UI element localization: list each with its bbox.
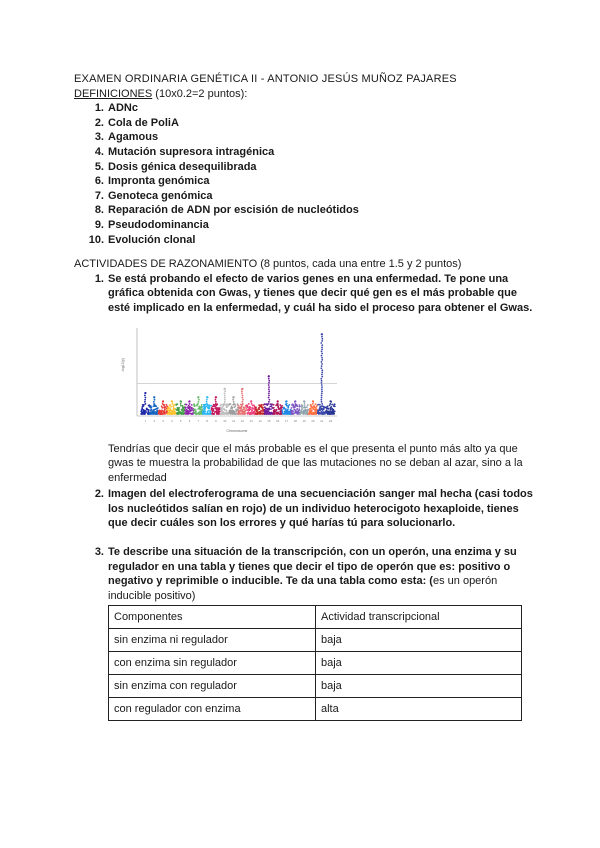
- peak-point: [162, 400, 164, 402]
- question-1-text: Se está probando el efecto de varios genes en una enfermedad. Te pone una gráfica obtenida con Gwas, y tienes que decir qué gen es el más probable que esté implicado en la enfermedad, y cuál ha sido el proceso para obtener el Gwas.: [108, 272, 533, 314]
- definitions-list: [74, 101, 534, 247]
- definition-item: 3. Agamous: [94, 131, 159, 144]
- x-tick-label: 5: [179, 418, 182, 423]
- x-tick-label: 17: [284, 418, 289, 423]
- peak-point: [259, 404, 261, 406]
- peak-point: [303, 400, 305, 402]
- question-1: 1. Se está probando el efecto de varios genes en una enfermedad. Te pone una gráfica obtenida con Gwas, y tienes que decir qué gen es el más probable que esté implicado en la enfermedad, y cuál ha sido el proceso para obtener el Gwas.: [94, 272, 533, 314]
- peak-point: [180, 400, 182, 402]
- table-cell: con regulador con enzima: [109, 698, 316, 721]
- table-cell: baja: [316, 652, 522, 675]
- question-3-note: es un operón inducible positivo): [108, 575, 498, 602]
- x-tick-label: 10: [223, 418, 227, 423]
- x-tick-label: 3: [162, 418, 164, 423]
- peak-point: [329, 400, 331, 402]
- table-row: [109, 629, 522, 652]
- exam-title: EXAMEN ORDINARIA GENÉTICA II - ANTONIO JESÚS MUÑOZ PAJARES: [74, 73, 457, 85]
- x-tick-label: 21: [320, 418, 324, 423]
- document-page: [74, 72, 534, 721]
- x-tick-label: 6: [188, 418, 191, 423]
- definition-item: 10. Evolución clonal: [88, 233, 196, 246]
- x-tick-label: 19: [302, 418, 306, 423]
- peak-point: [277, 400, 279, 402]
- peak-point: [268, 375, 270, 377]
- table-header-row: [109, 606, 522, 629]
- peak-point: [215, 396, 217, 398]
- table-header-cell: Actividad transcripcional: [316, 606, 522, 629]
- peak-point: [171, 400, 173, 402]
- x-tick-label: 15: [267, 418, 271, 423]
- peak-point: [312, 400, 314, 402]
- definitions-heading: [74, 87, 534, 102]
- table-row: [109, 675, 522, 698]
- peak-point: [206, 396, 208, 398]
- peak-point: [285, 400, 287, 402]
- operon-table: [108, 605, 522, 721]
- x-tick-label: 1: [144, 418, 147, 423]
- x-tick-label: 7: [197, 418, 200, 423]
- definitions-points: (10x0.2=2 puntos):: [155, 87, 248, 100]
- table-cell: alta: [316, 698, 522, 721]
- question-2: 2. Imagen del electroferograma de una secuenciación sanger mal hecha (casi todos los nucleótidos salían en rojo) de un individuo heterocigoto hexaploide, tienes que decir cuáles son los errores y qué harías tú para solucionarlo.: [94, 488, 533, 530]
- x-tick-label: 4: [171, 418, 173, 423]
- table-cell: baja: [316, 675, 522, 698]
- x-tick-label: 8: [206, 418, 208, 423]
- x-tick-label: 9: [215, 418, 217, 423]
- peak-point: [224, 387, 226, 389]
- x-tick-label: 11: [232, 418, 236, 423]
- question-3: 3. Te describe una situación de la transcripción, con un operón, una enzima y su regulador en una tabla y tienes que decir el tipo de operón que es: positivo o negativo y reprimible o inducible. Te da una tabla como esta: (es un operón inducible positivo): [94, 546, 517, 602]
- x-tick-label: 12: [240, 418, 244, 423]
- definition-item: 2. Cola de PoliA: [94, 116, 179, 129]
- gwas-xlabel: Chromosome: [226, 428, 248, 433]
- gwas-ylabel: -log10(p): [121, 357, 125, 372]
- question-1-answer: Tendrías que decir que el más probable es el que presenta el punto más alto ya que gwas te muestra la probabilidad de que las mutaciones no se deban al azar, sino a la enfermedad: [108, 442, 523, 484]
- peak-point: [144, 391, 146, 393]
- table-cell: sin enzima con regulador: [109, 675, 316, 698]
- definition-item: 9. Pseudodominancia: [94, 218, 209, 231]
- definition-item: 5. Dosis génica desequilibrada: [94, 160, 257, 173]
- x-tick-label: 20: [311, 418, 315, 423]
- definition-item: 4. Mutación supresora intragénica: [94, 145, 275, 158]
- peak-point: [232, 396, 234, 398]
- x-tick-label: 13: [249, 418, 253, 423]
- gwas-manhattan-plot: [119, 324, 341, 436]
- definitions-label: DEFINICIONES: [74, 87, 153, 100]
- x-tick-label: 14: [258, 418, 262, 423]
- peak-point: [153, 396, 155, 398]
- peak-point: [294, 400, 296, 402]
- definition-item: 1. ADNc: [94, 102, 138, 115]
- definition-item: 6. Impronta genómica: [94, 175, 210, 188]
- peak-point: [250, 400, 252, 402]
- definition-item: 8. Reparación de ADN por escisión de nucleótidos: [94, 204, 359, 217]
- x-tick-label: 22: [329, 418, 333, 423]
- peak-point: [321, 333, 323, 335]
- table-cell: con enzima sin regulador: [109, 652, 316, 675]
- table-row: [109, 652, 522, 675]
- table-header-cell: Componentes: [109, 606, 316, 629]
- question-3-text: Te describe una situación de la transcripción, con un operón, una enzima y su regulador en una tabla y tienes que decir el tipo de operón que es: positivo o negativo y reprimible o inducible. Te da una tabla como esta: (: [108, 546, 517, 588]
- question-2-text: Imagen del electroferograma de una secuenciación sanger mal hecha (casi todos los nucleótidos salían en rojo) de un individuo heterocigoto hexaploide, tienes que decir cuáles son los errores y qué harías tú para solucionarlo.: [108, 488, 533, 530]
- peak-point: [197, 396, 199, 398]
- peak-point: [188, 400, 190, 402]
- table-row: [109, 698, 522, 721]
- activities-heading: ACTIVIDADES DE RAZONAMIENTO (8 puntos, cada una entre 1.5 y 2 puntos): [74, 258, 462, 271]
- x-tick-label: 16: [276, 418, 280, 423]
- definition-item: 7. Genoteca genómica: [94, 189, 213, 202]
- x-tick-label: 2: [153, 418, 156, 423]
- table-cell: sin enzima ni regulador: [109, 629, 316, 652]
- gwas-chart-svg: [119, 324, 341, 436]
- peak-point: [241, 387, 243, 389]
- x-tick-label: 18: [293, 418, 297, 423]
- table-cell: baja: [316, 629, 522, 652]
